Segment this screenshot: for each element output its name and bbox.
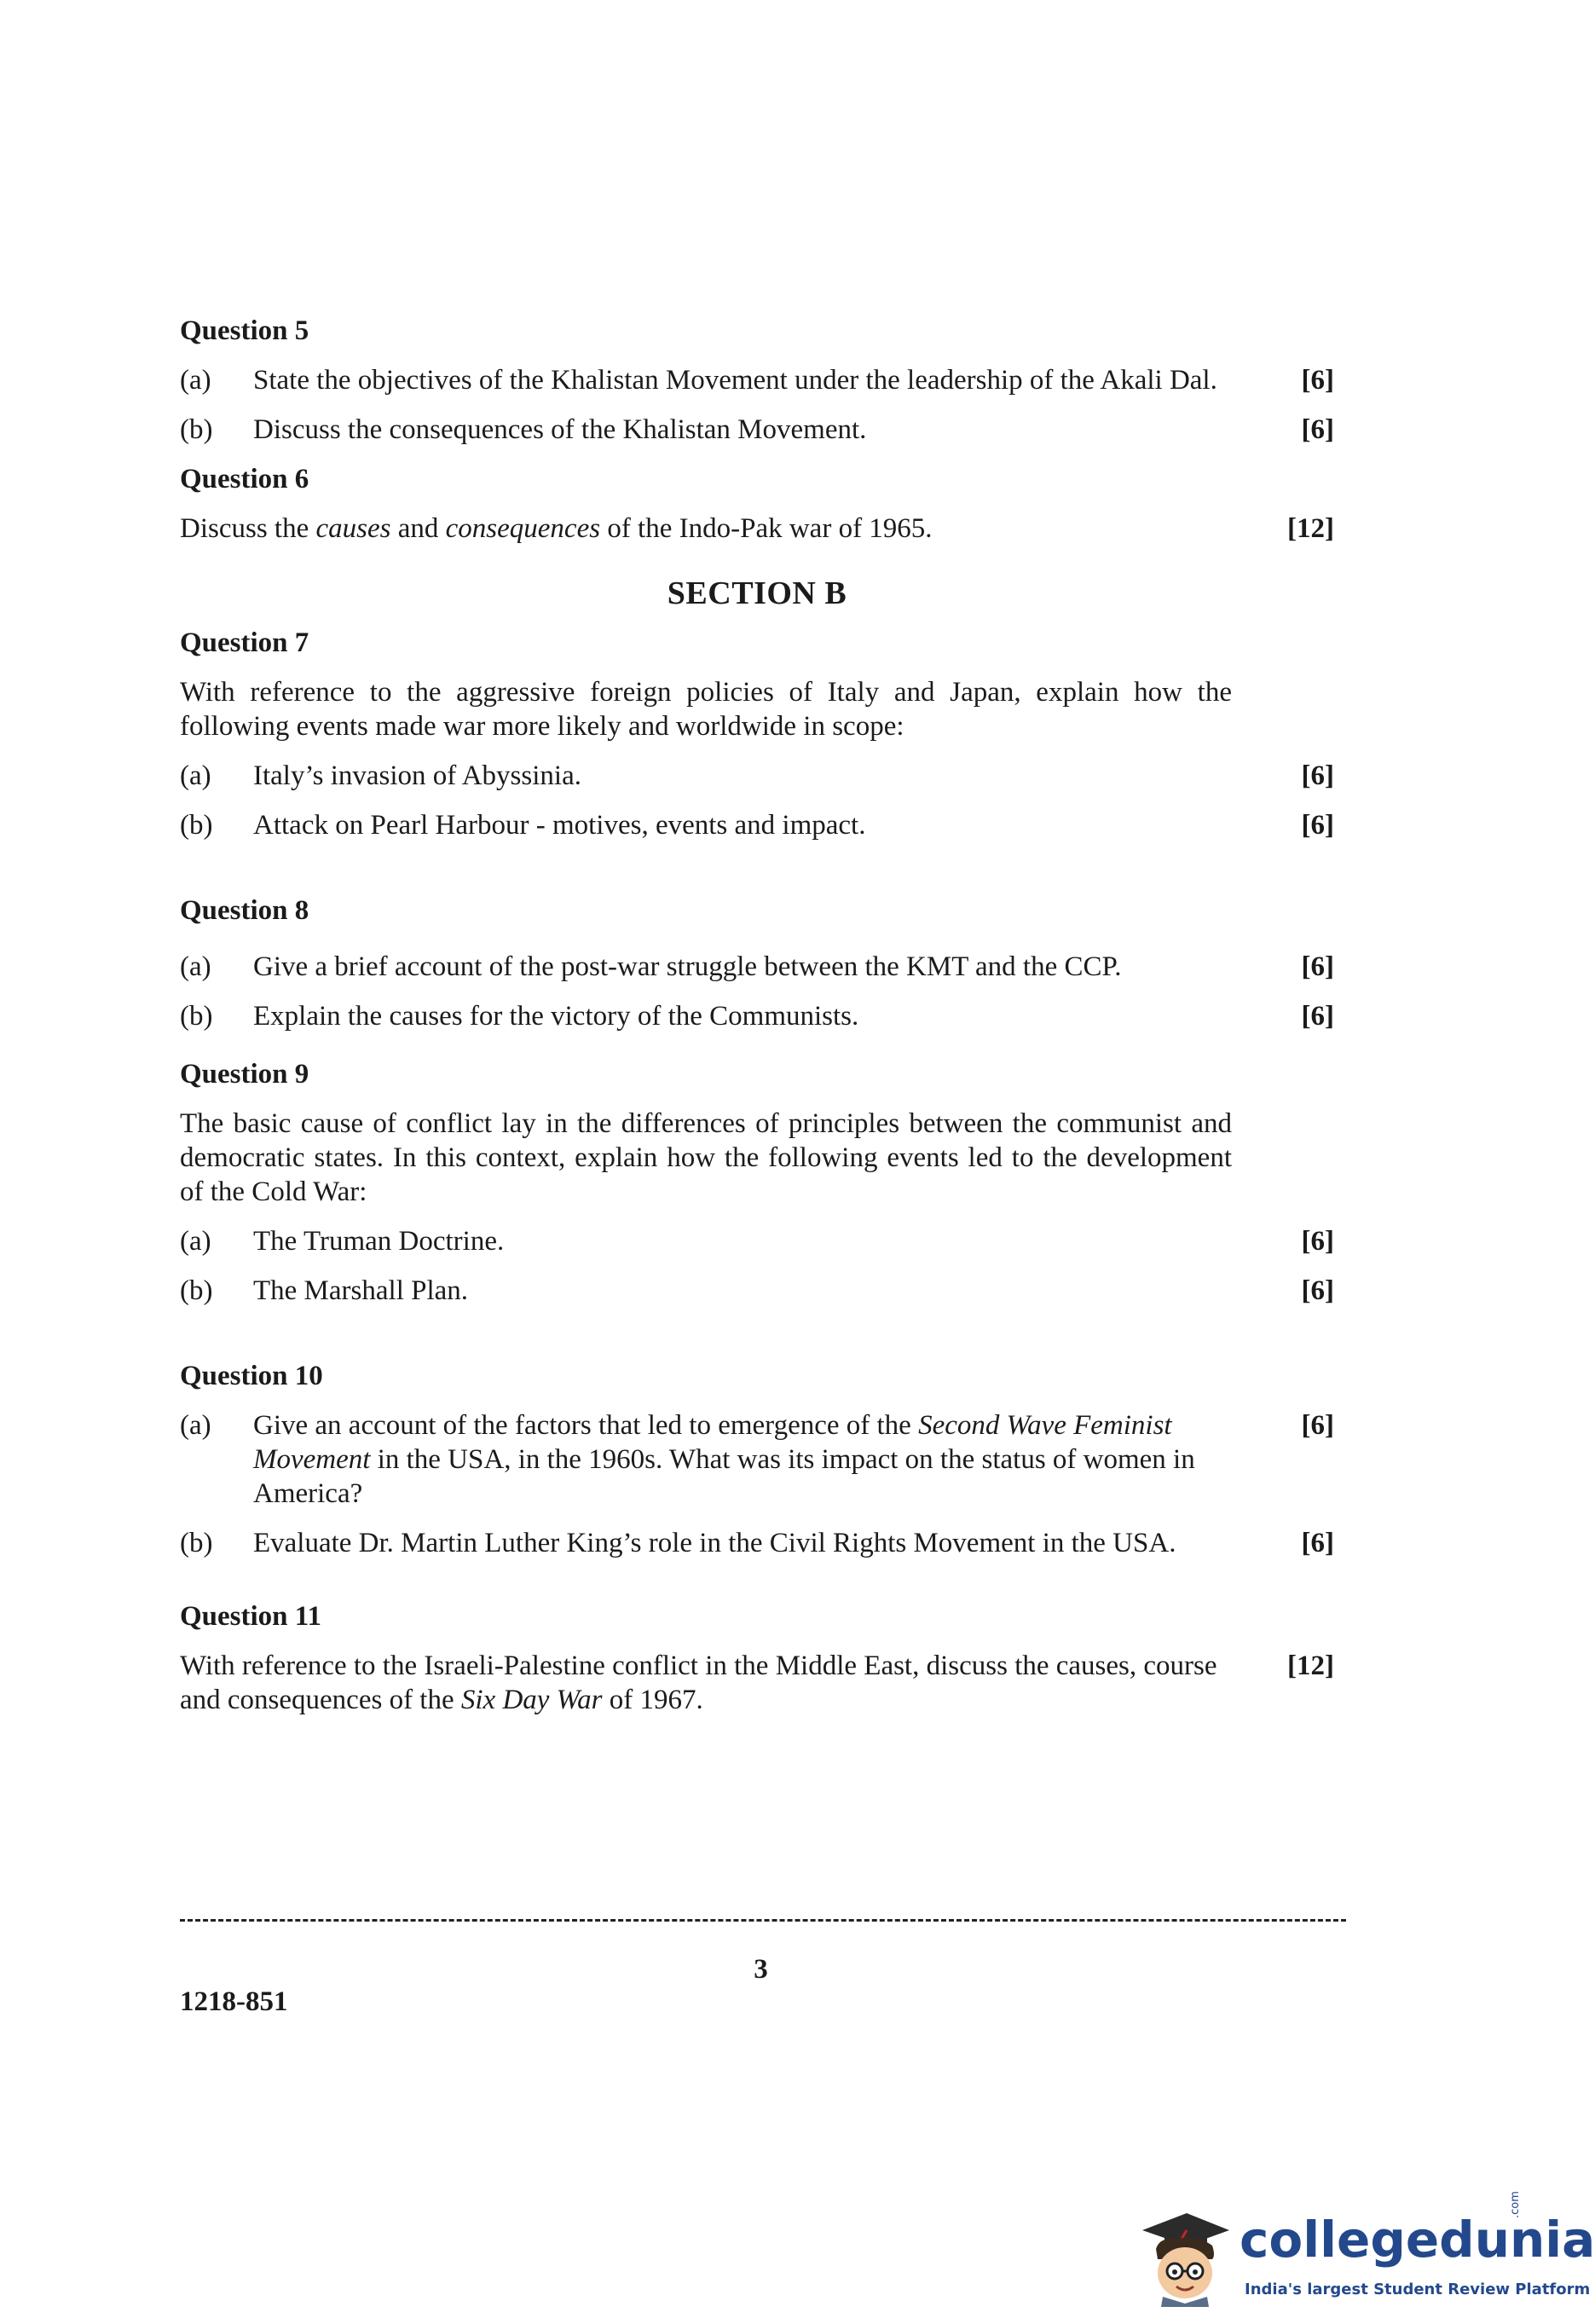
question-10b [180,1526,1334,1560]
brand-tagline: India's largest Student Review Platform [1245,2281,1591,2298]
sub-text: Evaluate Dr. Martin Luther King’s role in the Civil Rights Movement in the USA. [253,1528,1176,1558]
question-7a [180,759,1334,793]
emphasis-run: Second Wave Feminist Movement [253,1410,1172,1475]
question-5b [180,413,1334,447]
sub-label: (a) [180,365,211,396]
emphasis-run: causes [315,513,391,544]
sub-label: (b) [180,810,213,841]
question-11 [180,1649,1334,1717]
sub-text: Attack on Pearl Harbour - motives, events and impact. [253,810,866,841]
question-10a [180,1408,1334,1511]
question-7-heading: Question 7 [180,627,309,658]
sub-text: State the objectives of the Khalistan Movement under the leadership of the Akali Dal. [253,365,1217,396]
question-10-heading: Question 10 [180,1361,323,1391]
marks: [6] [1301,760,1334,791]
marks: [6] [1301,1528,1334,1558]
marks: [6] [1301,1226,1334,1257]
question-9b [180,1274,1334,1308]
question-8b [180,999,1334,1033]
sub-text: The Truman Doctrine. [253,1226,505,1257]
spacer [180,1323,1334,1359]
marks: [6] [1301,365,1334,396]
text-run: Give an account of the factors that led to emergence of the [253,1410,919,1441]
text-run: of the Indo-Pak war of 1965. [600,513,933,544]
brand-name: collegedunia [1240,2211,1595,2269]
marks: [6] [1301,810,1334,841]
sub-label: (b) [180,1275,213,1306]
question-6 [180,512,1334,546]
sub-text: Explain the causes for the victory of the Communists. [253,1001,859,1032]
collegedunia-logo [1130,2191,1595,2314]
sub-text: Discuss the consequences of the Khalistan Movement. [253,414,867,445]
question-5-heading: Question 5 [180,315,309,346]
page-number: 3 [754,1954,768,1985]
sub-text [253,1408,1283,1511]
question-9-intro [180,1107,1334,1209]
emphasis-run: consequences [445,513,601,544]
question-text: With reference to the aggressive foreign policies of Italy and Japan, explain how the following events made war more likely and worldwide in scope: [180,677,1232,742]
question-7-intro [180,675,1334,743]
marks: [6] [1301,414,1334,445]
question-7b [180,808,1334,842]
sub-label: (a) [180,951,211,982]
sub-text: The Marshall Plan. [253,1275,469,1306]
student-mascot-icon [1130,2205,1233,2307]
text-run: With reference to the Israeli-Palestine conflict in the Middle East, discuss the causes, course and consequences of the [180,1651,1217,1715]
question-5a [180,363,1334,397]
marks: [6] [1301,951,1334,982]
question-9a [180,1224,1334,1258]
text-run: Discuss the [180,513,316,544]
question-content [180,314,1334,1732]
marks: [6] [1301,1410,1334,1441]
question-text [180,512,1274,546]
marks: [12] [1287,1651,1334,1681]
question-text [180,1649,1274,1717]
marks: [12] [1287,513,1334,544]
sub-text: Italy’s invasion of Abyssinia. [253,760,581,791]
sub-label: (a) [180,1226,211,1257]
question-text: The basic cause of conflict lay in the differences of principles between the communist and democratic states. In this context, explain how the following events led to the development of the Cold War: [180,1108,1232,1207]
text-run: of 1967. [602,1685,703,1715]
text-run: and [390,513,446,544]
sub-label: (b) [180,414,213,445]
question-9-heading: Question 9 [180,1059,309,1090]
question-8a [180,950,1334,984]
text-run: in the USA, in the 1960s. What was its impact on the status of women in America? [253,1444,1195,1509]
footer-divider [180,1919,1346,1922]
section-b-title: SECTION B [667,575,847,611]
marks: [6] [1301,1275,1334,1306]
spacer [180,858,1334,893]
sub-label: (a) [180,760,211,791]
paper-code: 1218-851 [180,1986,288,2017]
question-8-heading: Question 8 [180,895,309,926]
sub-label: (b) [180,1528,213,1558]
brand-domain-suffix: .com [1509,2191,1522,2218]
spacer [180,1575,1334,1599]
sub-label: (a) [180,1410,211,1441]
question-11-heading: Question 11 [180,1601,321,1632]
sub-text: Give a brief account of the post-war struggle between the KMT and the CCP. [253,951,1122,982]
sub-label: (b) [180,1001,213,1032]
emphasis-run: Six Day War [460,1685,603,1715]
question-6-heading: Question 6 [180,464,309,494]
marks: [6] [1301,1001,1334,1032]
